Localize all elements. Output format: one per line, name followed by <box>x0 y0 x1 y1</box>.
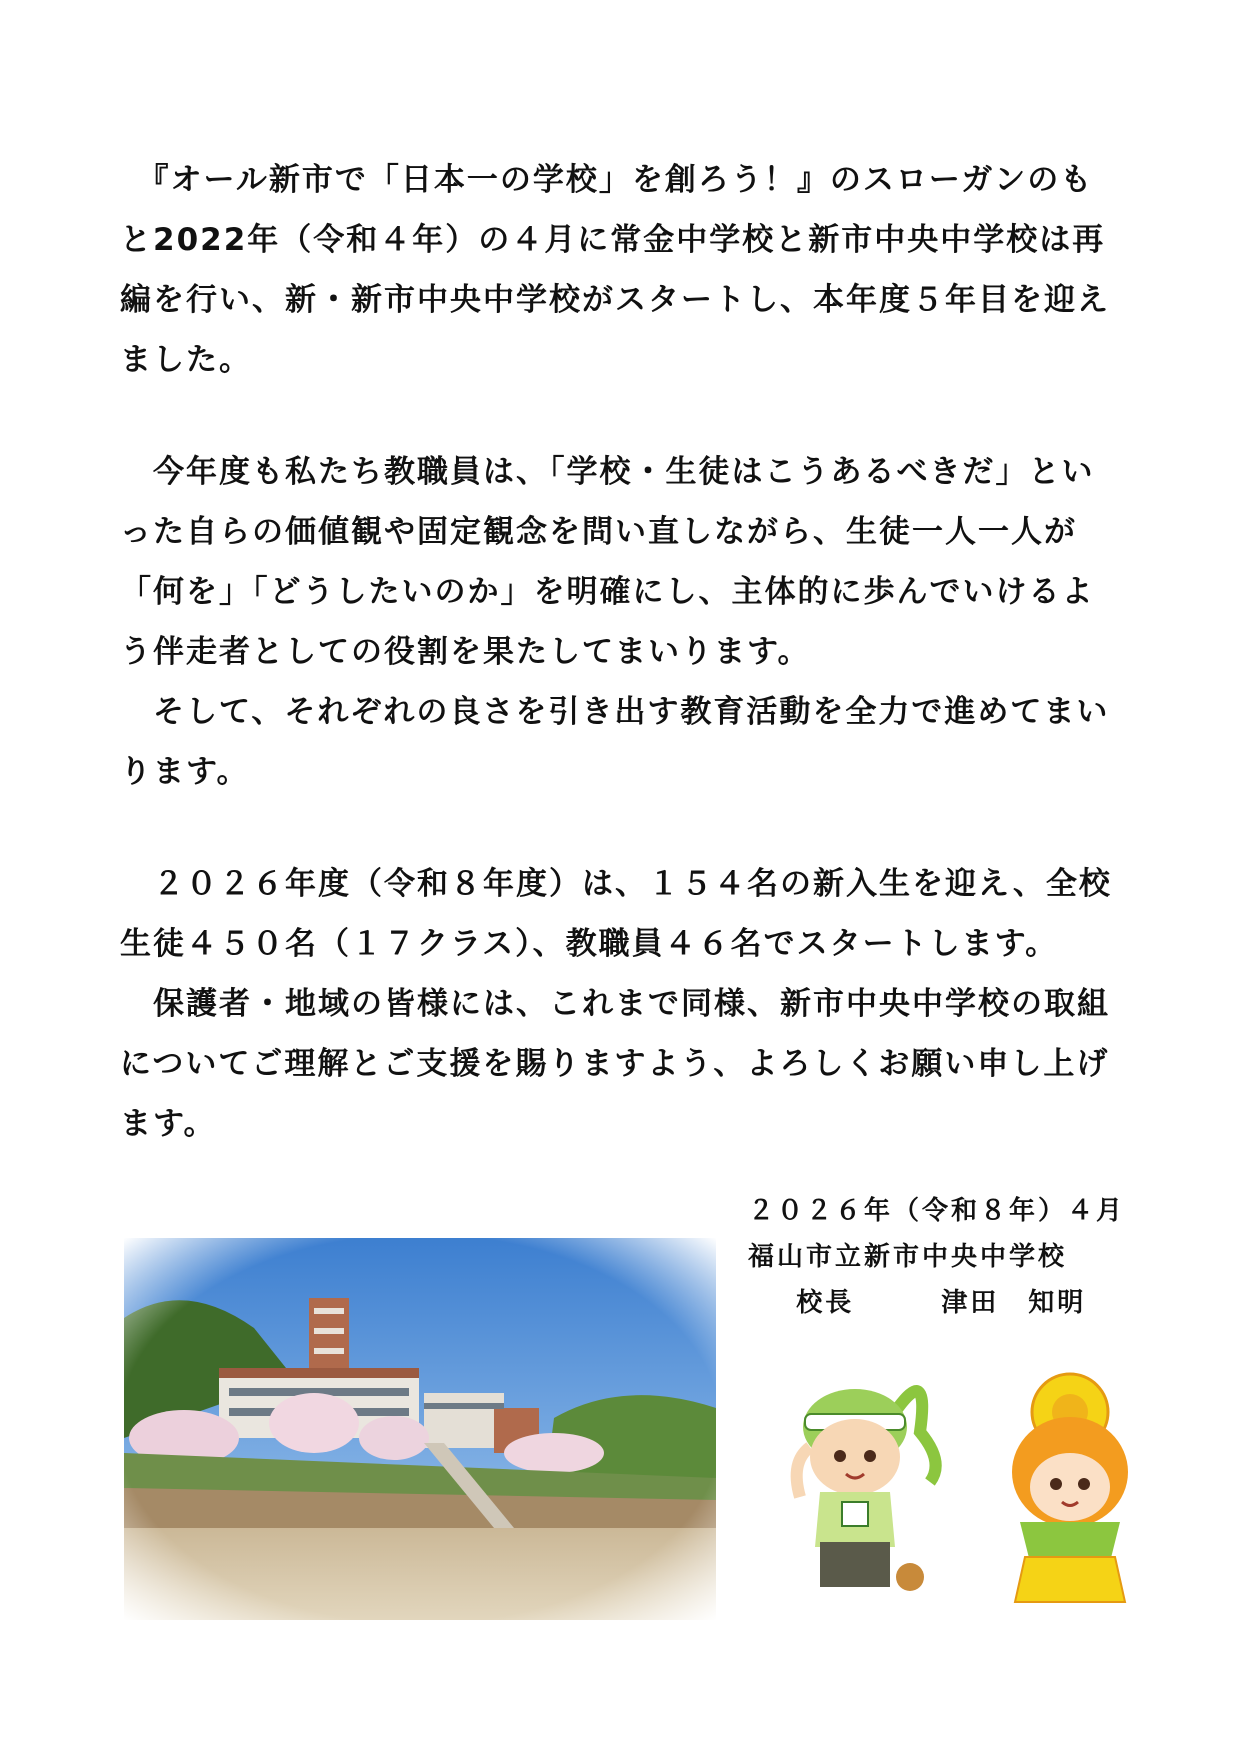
mascot-illustrations <box>780 1372 1180 1622</box>
paragraph-intro: 『オール新市で「日本一の学校」を創ろう！』のスローガンのもと2022年（令和４年）の４月に常金中学校と新市中央中学校は再編を行い、新・新市中央中学校がスタートし、本年度５年目を迎えました。 <box>120 162 1110 378</box>
paragraph-enrollment: ２０２６年度（令和８年度）は、１５４名の新入生を迎え、全校生徒４５０名（１７クラス）、教職員４６名でスタートします。 <box>120 866 1112 962</box>
principal-name: 津田 知明 <box>941 1288 1087 1318</box>
principal-title: 校長 <box>796 1288 855 1318</box>
signature-principal <box>748 1280 1168 1326</box>
school-building-image <box>124 1238 716 1620</box>
paragraph-staff-mission: 今年度も私たち教職員は、「学校・生徒はこうあるべきだ」といった自らの価値観や固定観念を問い直しながら、生徒一人一人が「何を」「どうしたいのか」を明確にし、主体的に歩んでいけるよう伴走者としての役割を果たしてまいります。 <box>120 454 1095 670</box>
school-photo <box>124 1238 716 1620</box>
signature-date: ２０２６年（令和８年）４月 <box>748 1196 1126 1226</box>
boy-mascot-icon <box>797 1389 936 1591</box>
letter-body <box>120 150 1120 1154</box>
mascot-characters-image <box>780 1372 1180 1622</box>
girl-mascot-icon <box>1012 1374 1128 1602</box>
paragraph-request: 保護者・地域の皆様には、これまで同様、新市中央中学校の取組についてご理解とご支援を賜りますよう、よろしくお願い申し上げます。 <box>120 986 1110 1142</box>
paragraph-education-activities: そして、それぞれの良さを引き出す教育活動を全力で進めてまいります。 <box>120 694 1110 790</box>
signature-school: 福山市立新市中央中学校 <box>748 1242 1068 1272</box>
signature-block <box>748 1188 1168 1326</box>
